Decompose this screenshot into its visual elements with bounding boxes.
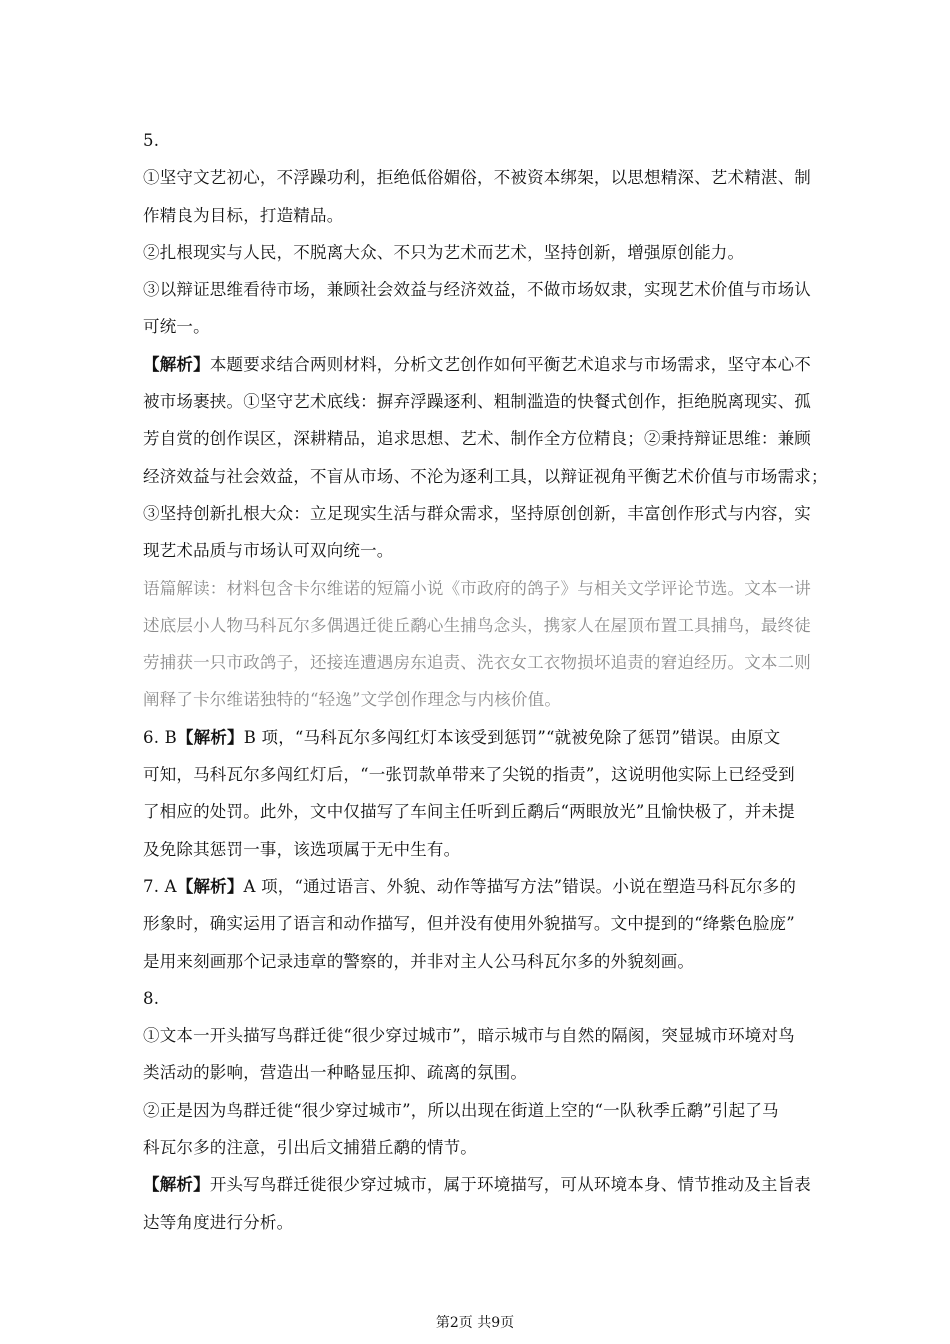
q8-point2-line2: 科瓦尔多的注意，引出后文捕猎丘鹬的情节。 <box>143 1138 477 1158</box>
q5-point1-line1: ①坚守文艺初心，不浮躁功利，拒绝低俗媚俗，不被资本绑架，以思想精深、艺术精湛、制 <box>143 168 811 188</box>
q7-line2: 形象时，确实运用了语言和动作描写，但并没有使用外貌描写。文中提到的“绛紫色脸庞” <box>143 914 795 934</box>
q8-number: 8. <box>143 988 160 1008</box>
q5-analysis-line5: ③坚持创新扎根大众：立足现实生活与群众需求，坚持原创创新，丰富创作形式与内容，实 <box>143 503 811 523</box>
q8-analysis-line2: 达等角度进行分析。 <box>143 1212 294 1232</box>
q7-line3: 是用来刻画那个记录违章的警察的，并非对主人公马科瓦尔多的外貌刻画。 <box>143 951 695 971</box>
q8-analysis-line1 <box>143 1166 813 1203</box>
q7-line1 <box>143 868 813 905</box>
q7-answer: 7. A <box>143 876 177 896</box>
analysis-tag: 【解析】 <box>143 1175 210 1195</box>
q8-point1-line1: ①文本一开头描写鸟群迁徙“很少穿过城市”，暗示城市与自然的隔阂，突显城市环境对鸟 <box>143 1026 795 1046</box>
q8-point1-line2: 类活动的影响，营造出一种略显压抑、疏离的氛围。 <box>143 1063 528 1083</box>
q8-point2-line1: ②正是因为鸟群迁徙“很少穿过城市”，所以出现在街道上空的“一队秋季丘鹬”引起了马 <box>143 1100 779 1120</box>
analysis-tag: 【解析】 <box>176 727 244 747</box>
q5-analysis-line2: 被市场裹挟。①坚守艺术底线：摒弃浮躁逐利、粗制滥造的快餐式创作，拒绝脱离现实、孤 <box>143 392 811 412</box>
analysis-tag: 【解析】 <box>176 876 244 896</box>
q5-point2-line1: ②扎根现实与人民，不脱离大众、不只为艺术而艺术，坚持创新，增强原创能力。 <box>143 242 745 262</box>
q5-analysis-line1 <box>143 346 813 383</box>
q5-analysis-line6: 现艺术品质与市场认可双向统一。 <box>143 541 394 561</box>
q6-answer: 6. B <box>143 727 177 747</box>
q6-text1: B 项，“马科瓦尔多闯红灯本该受到惩罚”“就被免除了惩罚”错误。由原文 <box>243 727 781 747</box>
q5-analysis-line3: 芳自赏的创作误区，深耕精品，追求思想、艺术、制作全方位精良；②秉持辩证思维：兼顾 <box>143 429 811 449</box>
reading-intro-line3: 劳捕获一只市政鸽子，还接连遭遇房东追责、洗衣女工衣物损坏追责的窘迫经历。文本二则 <box>143 653 811 673</box>
reading-intro-line1: 语篇解读：材料包含卡尔维诺的短篇小说《市政府的鸽子》与相关文学评论节选。文本一讲 <box>143 578 811 598</box>
q5-point3-line2: 可统一。 <box>143 317 210 337</box>
reading-intro-line2: 述底层小人物马科瓦尔多偶遇迁徙丘鹬心生捕鸟念头，携家人在屋顶布置工具捕鸟，最终徒 <box>143 615 811 635</box>
page-content <box>143 122 828 1241</box>
analysis-tag: 【解析】 <box>143 354 210 374</box>
q8-analysis-text1: 开头写鸟群迁徙很少穿过城市，属于环境描写，可从环境本身、情节推动及主旨表 <box>209 1175 812 1195</box>
q6-line4: 及免除其惩罚一事，该选项属于无中生有。 <box>143 839 461 859</box>
q7-text1: A 项，“通过语言、外貌、动作等描写方法”错误。小说在塑造马科瓦尔多的 <box>243 876 797 896</box>
q5-analysis-text1: 本题要求结合两则材料，分析文艺创作如何平衡艺术追求与市场需求，坚守本心不 <box>209 354 812 374</box>
q5-number: 5. <box>143 131 160 150</box>
q5-analysis-line4: 经济效益与社会效益，不盲从市场、不沦为逐利工具，以辩证视角平衡艺术价值与市场需求； <box>143 466 828 486</box>
q5-point3-line1: ③以辩证思维看待市场，兼顾社会效益与经济效益，不做市场奴隶，实现艺术价值与市场认 <box>143 280 811 300</box>
q6-line3: 了相应的处罚。此外，文中仅描写了车间主任听到丘鹬后“两眼放光”且愉快极了，并未提 <box>143 802 795 822</box>
page-footer: 第2页 共9页 <box>435 1315 515 1331</box>
q6-line1 <box>143 719 813 756</box>
q6-line2: 可知，马科瓦尔多闯红灯后，“一张罚款单带来了尖锐的指责”，这说明他实际上已经受到 <box>143 765 795 785</box>
q5-point1-line2: 作精良为目标，打造精品。 <box>143 205 344 225</box>
reading-intro-line4: 阐释了卡尔维诺独特的“轻逸”文学创作理念与内核价值。 <box>143 690 562 710</box>
